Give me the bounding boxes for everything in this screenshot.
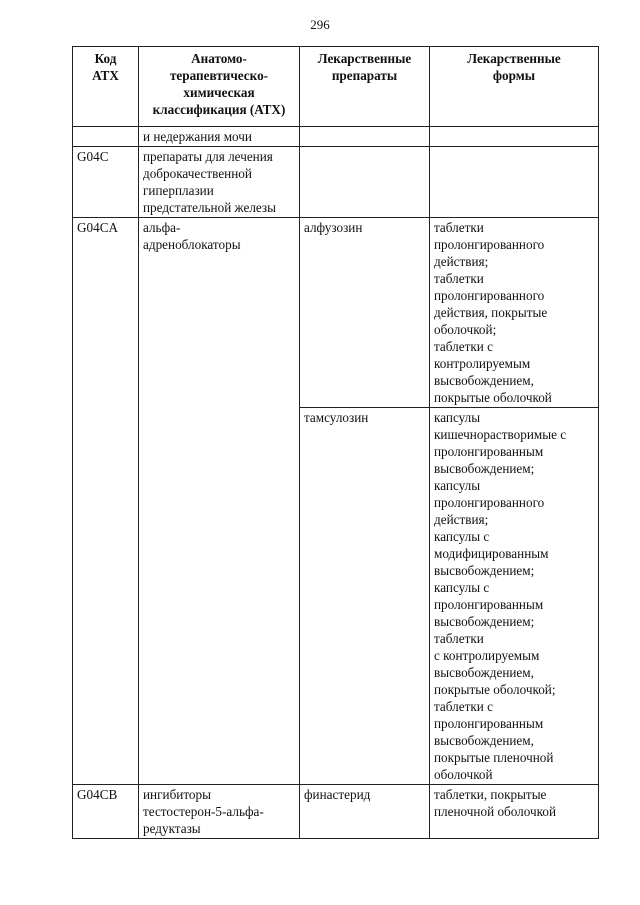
cell-forms: таблетки пролонгированного действия; таблетки пролонгированного действия, покрытые оболочкой; таблетки с контролируемым высвобождением, покрытые оболочкой xyxy=(430,218,599,408)
table-row xyxy=(73,218,599,408)
cell-code: G04CB xyxy=(73,785,139,839)
cell-drug xyxy=(300,127,430,147)
cell-forms: капсулы кишечнорастворимые с пролонгированным высвобождением; капсулы пролонгированного действия; капсулы с модифицированным высвобождением; капсулы с пролонгированным высвобождением; таблетки с контролируемым высвобождением, покрытые оболочкой; таблетки с пролонгированным высвобождением, покрытые пленочной оболочкой xyxy=(430,408,599,785)
table-header-row xyxy=(73,47,599,127)
cell-classification: ингибиторы тестостерон-5-альфа- редуктазы xyxy=(139,785,300,839)
header-drugs: Лекарственные препараты xyxy=(300,47,430,127)
table-row xyxy=(73,127,599,147)
cell-drug xyxy=(300,147,430,218)
atx-table xyxy=(72,46,599,839)
cell-drug: тамсулозин xyxy=(300,408,430,785)
header-forms: Лекарственные формы xyxy=(430,47,599,127)
table-row xyxy=(73,785,599,839)
cell-code: G04C xyxy=(73,147,139,218)
cell-forms: таблетки, покрытые пленочной оболочкой xyxy=(430,785,599,839)
cell-code: G04CA xyxy=(73,218,139,785)
cell-drug: финастерид xyxy=(300,785,430,839)
cell-drug: алфузозин xyxy=(300,218,430,408)
header-code: Код АТХ xyxy=(73,47,139,127)
cell-forms xyxy=(430,127,599,147)
table-row xyxy=(73,147,599,218)
cell-code xyxy=(73,127,139,147)
page-number: 296 xyxy=(310,17,330,32)
cell-classification: альфа- адреноблокаторы xyxy=(139,218,300,785)
cell-classification: и недержания мочи xyxy=(139,127,300,147)
cell-classification: препараты для лечения доброкачественной гиперплазии предстательной железы xyxy=(139,147,300,218)
header-classification: Анатомо- терапевтическо- химическая классификация (АТХ) xyxy=(139,47,300,127)
cell-forms xyxy=(430,147,599,218)
